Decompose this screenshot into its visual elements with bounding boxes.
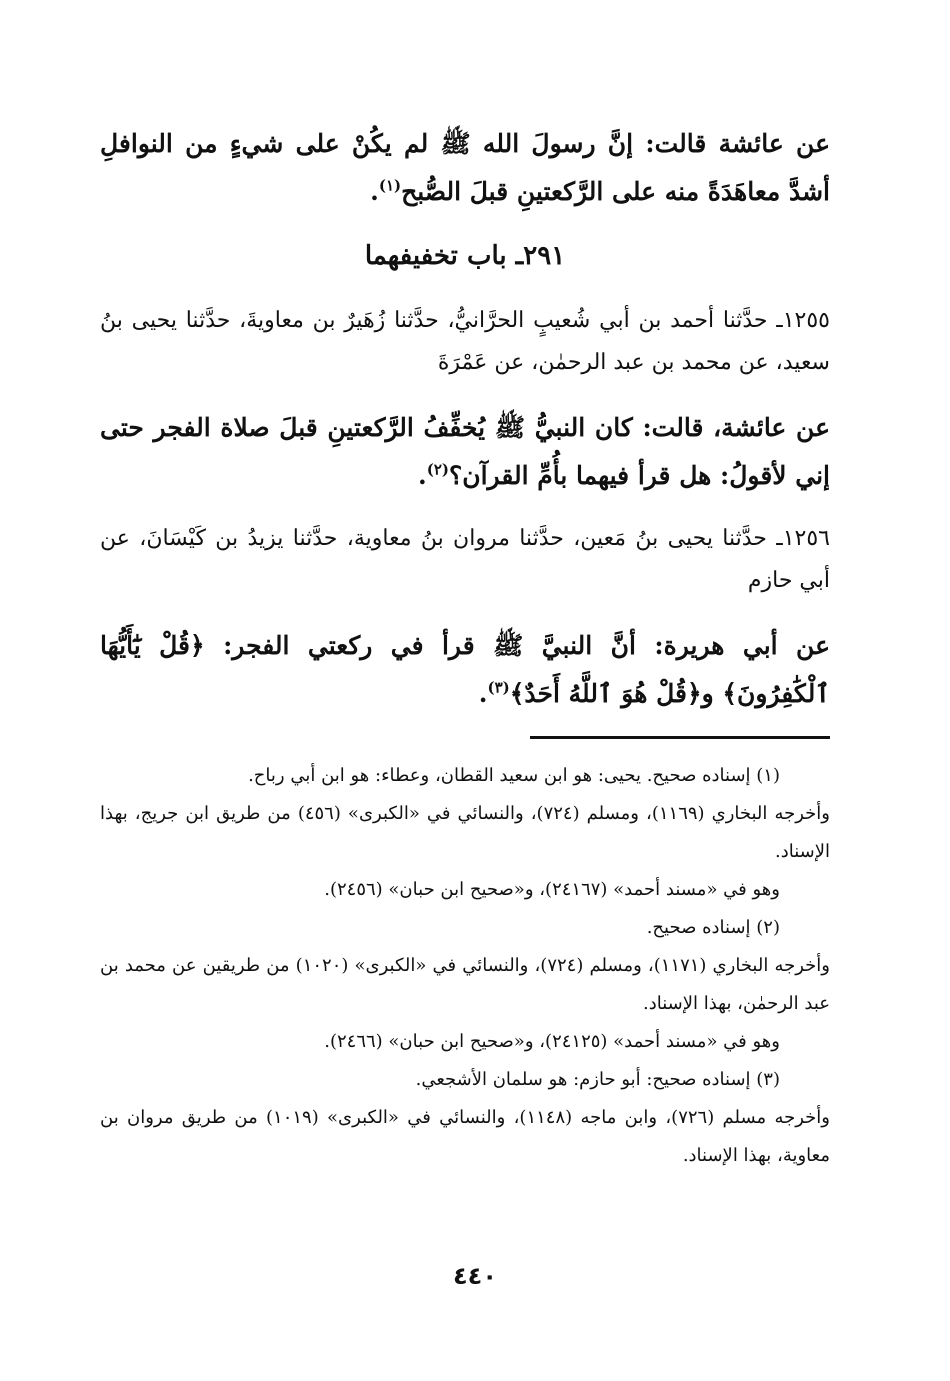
footnote-2-line-3: وهو في «مسند أحمد» (٢٤١٢٥)، و«صحيح ابن حبان» (٢٤٦٦). [324, 1031, 780, 1052]
hadith-text: عن أبي هريرة: أنَّ النبيَّ ﷺ قرأ في ركعتي الفجر: ﴿قُلْ يَٰٓأَيُّهَا ٱلْكَٰفِرُونَ﴾ و﴿قُلْ هُوَ ٱللَّهُ أَحَدٌ﴾ [100, 631, 830, 708]
isnad-1255 [100, 300, 830, 384]
hadith-number-1255: ١٢٥٥ـ [776, 308, 830, 333]
isnad-text: حدَّثنا يحيى بنُ مَعين، حدَّثنا مروان بنُ معاوية، حدَّثنا يزيدُ بن كَيْسَانَ، عن أبي حازم [100, 526, 830, 593]
isnad-text: حدَّثنا أحمد بن أبي شُعيبٍ الحرَّانيُّ، حدَّثنا زُهَيرٌ بن معاويةَ، حدَّثنا يحيى بنُ سعيد، عن محمد بن عبد الرحمٰن، عن عَمْرَةَ [100, 308, 830, 375]
isnad-1256 [100, 518, 830, 602]
hadith-text-aisha-2: عن عائشة، قالت: كان النبيُّ ﷺ يُخفِّفُ الرَّكعتينِ قبلَ صلاة الفجر حتى إني لأقولُ: هل قرأ فيهما بأُمِّ القرآن؟$^{(٢)}$. [100, 413, 830, 490]
hadith-text-abu-hurayra: عن أبي هريرة: أنَّ النبيَّ ﷺ قرأ في ركعتي الفجر: ﴿قُلْ يَٰٓأَيُّهَا ٱلْكَٰفِرُونَ﴾ و﴿قُلْ هُوَ ٱللَّهُ أَحَدٌ﴾$^{(٣)}$. [100, 631, 830, 708]
footnote-separator [530, 736, 830, 739]
footnote-ref-3: (٣) [487, 678, 510, 697]
footnote-1-line-3: وهو في «مسند أحمد» (٢٤١٦٧)، و«صحيح ابن حبان» (٢٤٥٦). [324, 879, 780, 900]
hadith-number-1256: ١٢٥٦ـ [776, 526, 830, 551]
footnote-2-line-1: (٢) إسناده صحيح. [646, 917, 780, 938]
footnote-2-line-2: وأخرجه البخاري (١١٧١)، ومسلم (٧٢٤)، والنسائي في «الكبرى» (١٠٢٠) من طريقين عن محمد بن عبد الرحمٰن، بهذا الإسناد. [100, 955, 830, 1014]
hadith-text: عن عائشة قالت: إنَّ رسولَ الله ﷺ لم يكُنْ على شيءٍ من النوافلِ أشدَّ معاهَدَةً منه على الرَّكعتينِ قبلَ الصُّبح [100, 129, 830, 206]
footnote-3-line-2: وأخرجه مسلم (٧٢٦)، وابن ماجه (١١٤٨)، والنسائي في «الكبرى» (١٠١٩) من طريق مروان بن معاوية، بهذا الإسناد. [100, 1107, 830, 1166]
hadith-text: عن عائشة، قالت: كان النبيُّ ﷺ يُخفِّفُ الرَّكعتينِ قبلَ صلاة الفجر حتى إني لأقولُ: هل قرأ فيهما بأُمِّ القرآن؟ [100, 413, 830, 490]
chapter-heading: ٢٩١ـ باب تخفيفهما [364, 241, 566, 271]
footnote-ref-2: (٢) [426, 460, 449, 479]
footnote-ref-1: (١) [378, 176, 402, 195]
footnote-1-line-2: وأخرجه البخاري (١١٦٩)، ومسلم (٧٢٤)، والنسائي في «الكبرى» (٤٥٦) من طريق ابن جريج، بهذا الإسناد. [100, 803, 830, 862]
page-number: ٤٤٠ [453, 1262, 497, 1290]
book-page [100, 120, 830, 1175]
footnotes [100, 757, 830, 1175]
hadith-text-aisha-1: عن عائشة قالت: إنَّ رسولَ الله ﷺ لم يكُنْ على شيءٍ من النوافلِ أشدَّ معاهَدَةً منه على الرَّكعتينِ قبلَ الصُّبح$^{(١)}$. [100, 129, 830, 206]
footnote-1-line-1: (١) إسناده صحيح. يحيى: هو ابن سعيد القطان، وعطاء: هو ابن أبي رباح. [248, 765, 780, 786]
footnote-3-line-1: (٣) إسناده صحيح: أبو حازم: هو سلمان الأشجعي. [415, 1069, 780, 1090]
